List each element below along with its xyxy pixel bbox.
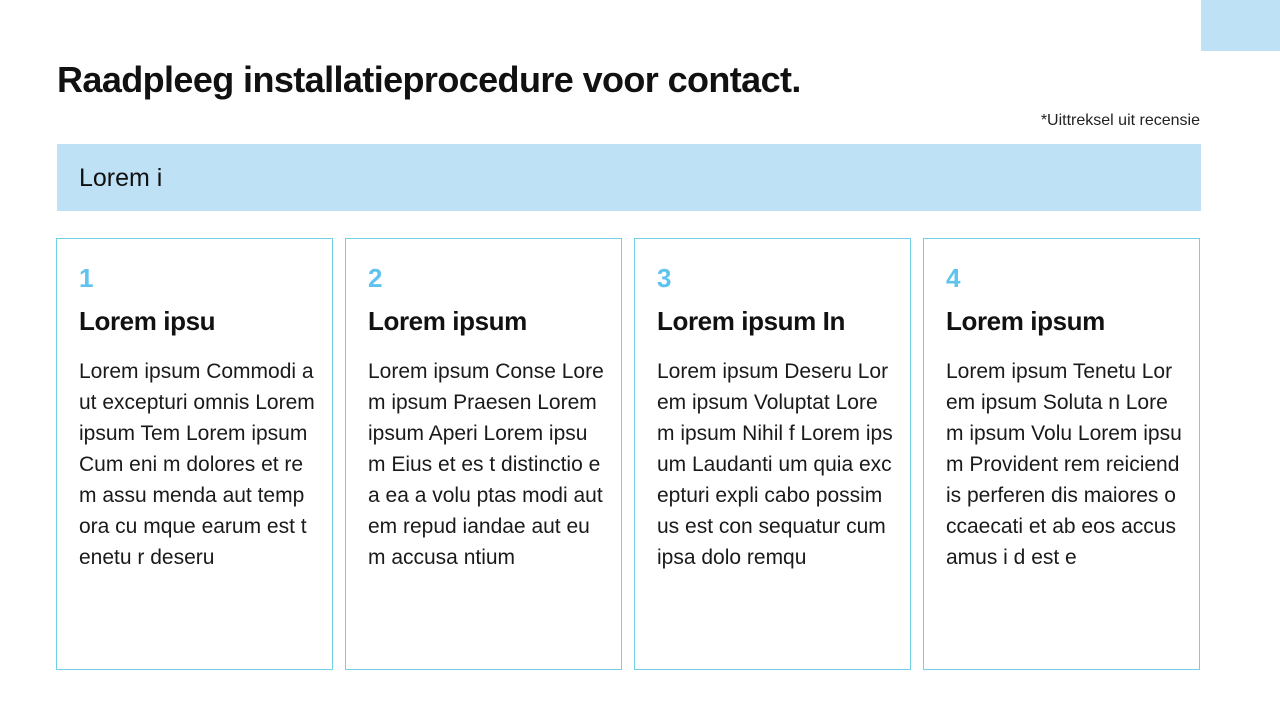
step-description: Lorem ipsum Commodi aut excepturi omnis Lorem ipsum Tem Lorem ipsum Cum eni m dolores et rem assu menda aut tempora cu mque earum est tenetu r deseru xyxy=(79,360,315,569)
step-number: 4 xyxy=(946,263,961,293)
banner-text: Lorem i xyxy=(79,163,163,192)
step-cards xyxy=(56,238,1200,670)
step-title: Lorem ipsum In xyxy=(657,306,845,336)
step-card-2 xyxy=(345,238,622,670)
step-number: 1 xyxy=(79,263,94,293)
review-footnote: *Uittreksel uit recensie xyxy=(1040,112,1200,129)
page-title: Raadpleeg installatieprocedure voor contact. xyxy=(57,59,801,100)
section-banner xyxy=(57,144,1201,211)
step-description: Lorem ipsum Tenetu Lorem ipsum Soluta n Lorem ipsum Volu Lorem ipsum Provident rem reiciendis perferen dis maiores occaecati et ab eos accusamus i d est e xyxy=(946,360,1182,569)
step-title: Lorem ipsum xyxy=(368,306,527,336)
step-card-4 xyxy=(923,238,1200,670)
step-card-1 xyxy=(56,238,333,670)
step-number: 2 xyxy=(368,263,383,293)
step-description: Lorem ipsum Deseru Lorem ipsum Voluptat Lorem ipsum Nihil f Lorem ipsum Laudanti um quia excepturi expli cabo possimus est con sequatur cum ipsa dolo remqu xyxy=(657,360,893,569)
step-description: Lorem ipsum Conse Lorem ipsum Praesen Lorem ipsum Aperi Lorem ipsum Eius et es t distinctio ea ea a volu ptas modi autem repud iandae aut eum accusa ntium xyxy=(368,360,604,569)
corner-accent-block xyxy=(1201,0,1280,51)
step-number: 3 xyxy=(657,263,672,293)
step-card-3 xyxy=(634,238,911,670)
step-title: Lorem ipsu xyxy=(79,306,216,336)
step-title: Lorem ipsum xyxy=(946,306,1105,336)
